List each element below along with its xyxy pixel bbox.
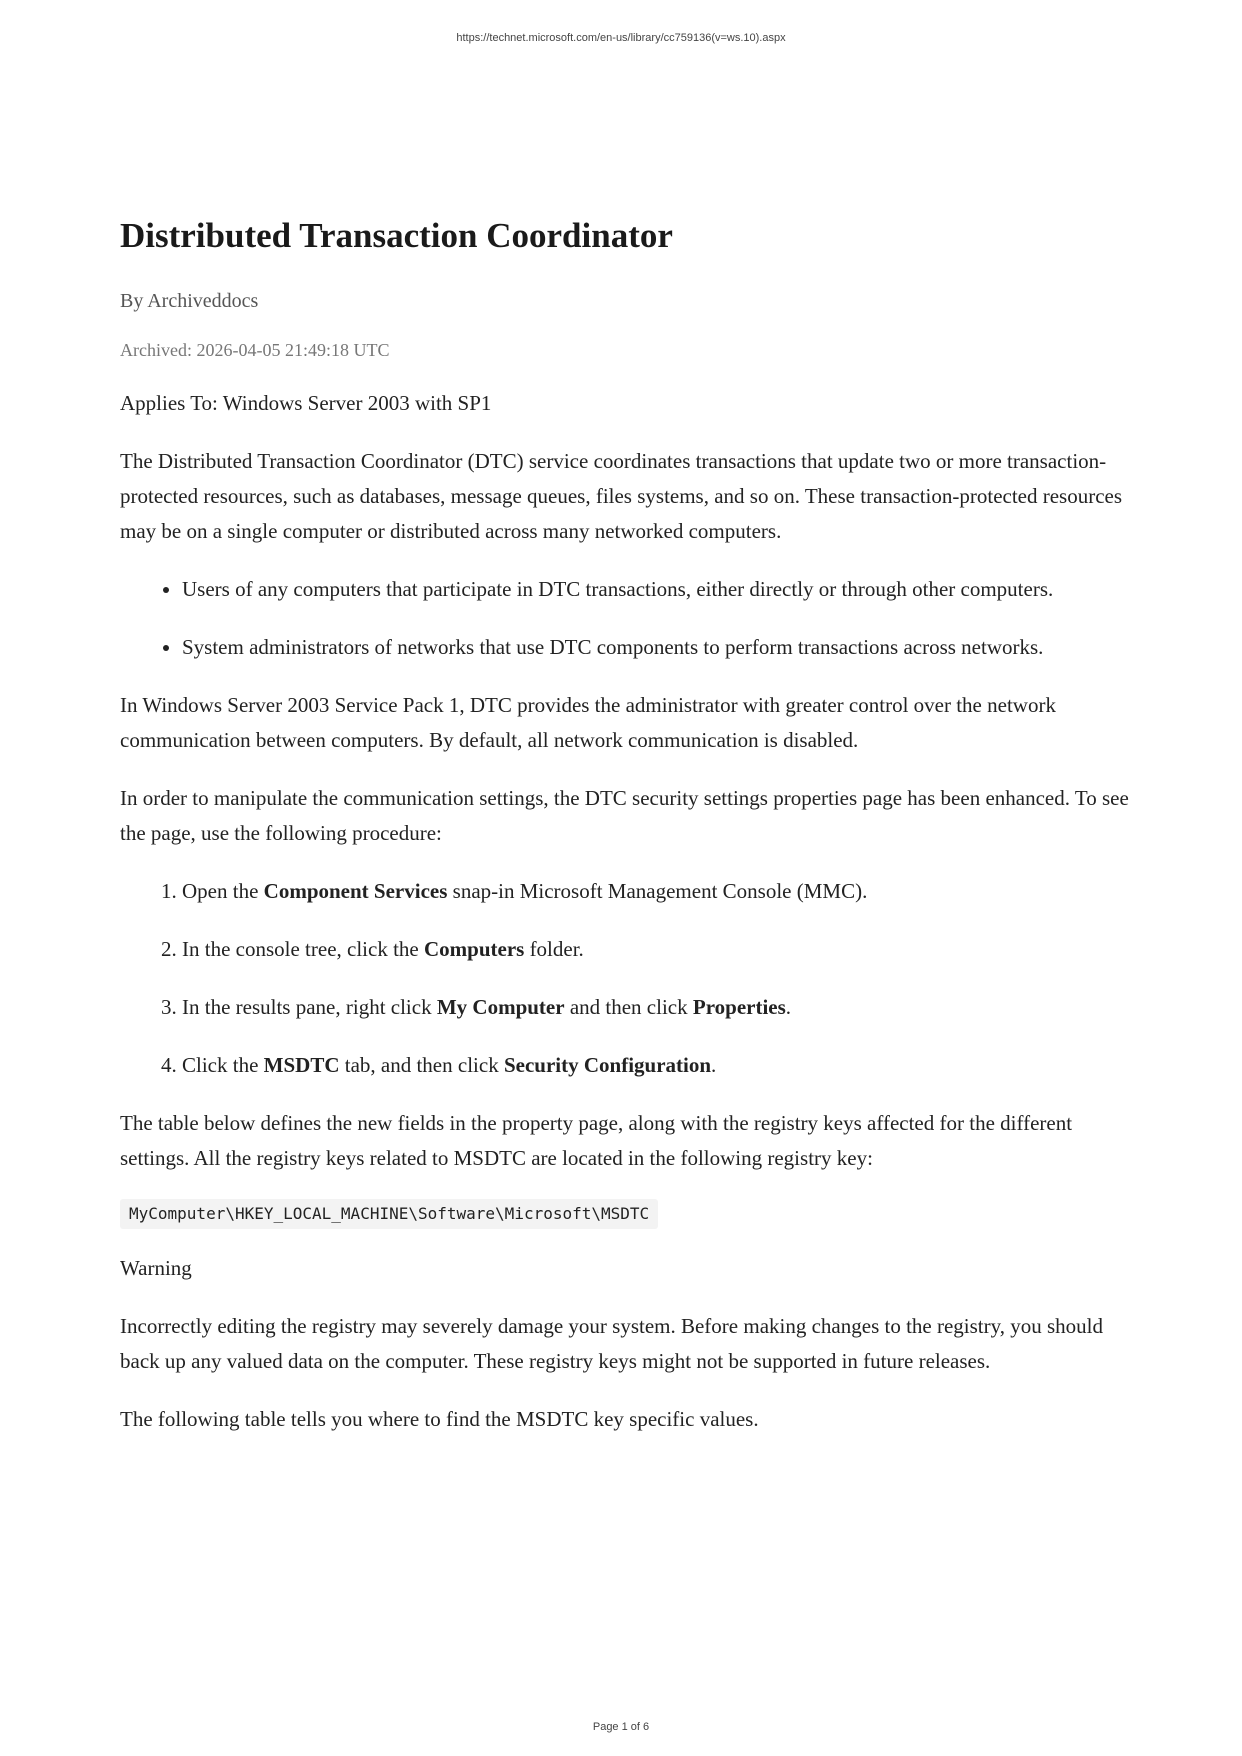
intro-paragraph: The Distributed Transaction Coordinator (DTC) service coordinates transactions that update two or more transaction-protected resources, such as databases, message queues, files systems, and so on. These transaction-protected resources may be on a single computer or distributed across many networked computers. [120, 449, 1123, 543]
table-intro-paragraph: The table below defines the new fields in the property page, along with the registry keys affected for the different settings. All the registry keys related to MSDTC are located in the following registry key: [120, 1111, 1073, 1170]
step-bold: Computers [423, 937, 525, 961]
step-text: In the console tree, click the [182, 937, 424, 961]
byline: By Archiveddocs [120, 290, 259, 312]
step-item [182, 1048, 1130, 1083]
procedure-intro: In order to manipulate the communication settings, the DTC security settings properties page has been enhanced. To see the page, use the following procedure: [120, 786, 1129, 845]
bullet-list [120, 572, 1130, 665]
applies-to: Applies To: Windows Server 2003 with SP1 [120, 391, 492, 415]
page-title: Distributed Transaction Coordinator [120, 216, 673, 255]
warning-text: Incorrectly editing the registry may severely damage your system. Before making changes to the registry, you should back up any valued data on the computer. These registry keys might not be supported in future releases. [120, 1314, 1104, 1373]
warning-label: Warning [120, 1256, 192, 1280]
sp1-paragraph: In Windows Server 2003 Service Pack 1, DTC provides the administrator with greater control over the network communication between computers. By default, all network communication is disabled. [120, 693, 1056, 752]
step-text: Open the [182, 879, 264, 903]
step-text: and then click [564, 995, 693, 1019]
step-text: snap-in Microsoft Management Console (MMC). [447, 879, 868, 903]
step-bold: Security Configuration [503, 1053, 712, 1077]
procedure-steps [120, 874, 1130, 1083]
step-bold: Properties [692, 995, 786, 1019]
step-bold: MSDTC [263, 1053, 340, 1077]
step-text: tab, and then click [339, 1053, 504, 1077]
list-item: • Users of any computers that participate in DTC transactions, either directly or through other computers. [182, 572, 1130, 607]
step-item [182, 932, 1130, 967]
step-text: . [785, 995, 792, 1019]
list-item: • System administrators of networks that use DTC components to perform transactions across networks. [182, 630, 1130, 665]
step-bold: Component Services [263, 879, 448, 903]
page-number: Page 1 of 6 [592, 1721, 650, 1733]
page-url: https://technet.microsoft.com/en-us/library/cc759136(v=ws.10).aspx [456, 32, 786, 44]
article [120, 212, 1130, 1460]
following-table-paragraph: The following table tells you where to find the MSDTC key specific values. [120, 1407, 759, 1431]
step-text: folder. [524, 937, 584, 961]
step-text: . [711, 1053, 717, 1077]
step-bold: My Computer [436, 995, 565, 1019]
step-text: In the results pane, right click [182, 995, 437, 1019]
archived-timestamp: Archived: 2026-04-05 21:49:18 UTC [120, 340, 390, 360]
step-text: Click the [182, 1053, 264, 1077]
registry-key-code: MyComputer\HKEY_LOCAL_MACHINE\Software\Microsoft\MSDTC [120, 1199, 658, 1229]
step-item [182, 990, 1130, 1025]
step-item [182, 874, 1130, 909]
